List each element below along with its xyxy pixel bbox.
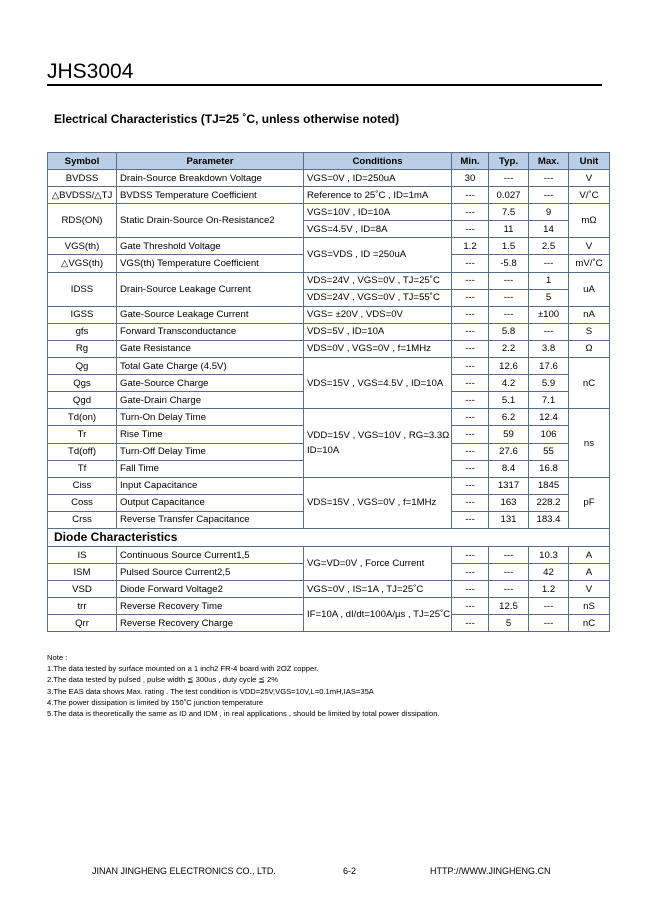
conditions-cell: VDS=5V , ID=10A bbox=[304, 323, 452, 340]
min-cell: --- bbox=[452, 323, 489, 340]
table-row bbox=[48, 598, 610, 615]
symbol-cell: Crss bbox=[48, 511, 117, 528]
typ-cell: 6.2 bbox=[489, 409, 529, 426]
table-row bbox=[48, 477, 610, 494]
typ-cell: 2.2 bbox=[489, 340, 529, 357]
min-cell: --- bbox=[452, 460, 489, 477]
symbol-cell: Tr bbox=[48, 426, 117, 443]
unit-cell: nS bbox=[569, 598, 610, 615]
max-cell: 42 bbox=[529, 564, 569, 581]
footer-page-number: 6-2 bbox=[343, 866, 357, 876]
max-cell: 2.5 bbox=[529, 238, 569, 255]
header-symbol: Symbol bbox=[48, 153, 117, 170]
parameter-cell: Total Gate Charge (4.5V) bbox=[117, 358, 304, 375]
max-cell: 183.4 bbox=[529, 511, 569, 528]
symbol-cell: RDS(ON) bbox=[48, 204, 117, 238]
max-cell: 17.6 bbox=[529, 358, 569, 375]
section-heading: Electrical Characteristics (TJ=25 ˚C, unless otherwise noted) bbox=[54, 112, 400, 126]
table-row bbox=[48, 170, 610, 187]
max-cell: --- bbox=[529, 187, 569, 204]
parameter-cell: Fall Time bbox=[117, 460, 304, 477]
parameter-cell: Drain-Source Breakdown Voltage bbox=[117, 170, 304, 187]
table-row bbox=[48, 409, 610, 426]
min-cell: --- bbox=[452, 289, 489, 306]
conditions-cell: VDS=24V , VGS=0V , TJ=25˚C bbox=[304, 272, 452, 289]
conditions-cell: VGS= ±20V , VDS=0V bbox=[304, 306, 452, 323]
diode-section-row bbox=[48, 528, 610, 546]
unit-cell: nC bbox=[569, 615, 610, 632]
max-cell: 9 bbox=[529, 204, 569, 221]
max-cell: 16.8 bbox=[529, 460, 569, 477]
min-cell: --- bbox=[452, 204, 489, 221]
conditions-cell: VDS=0V , VGS=0V , f=1MHz bbox=[304, 340, 452, 357]
conditions-cell: VGS=0V , IS=1A , TJ=25˚C bbox=[304, 581, 452, 598]
typ-cell: 1317 bbox=[489, 477, 529, 494]
header-min: Min. bbox=[452, 153, 489, 170]
notes-title: Note : bbox=[47, 653, 68, 662]
table-row bbox=[48, 204, 610, 221]
max-cell: 10.3 bbox=[529, 546, 569, 563]
min-cell: --- bbox=[452, 546, 489, 563]
typ-cell: 12.6 bbox=[489, 358, 529, 375]
conditions-cell: VGS=10V , ID=10A bbox=[304, 204, 452, 221]
max-cell: 1.2 bbox=[529, 581, 569, 598]
typ-cell: 5 bbox=[489, 615, 529, 632]
typ-cell: 7.5 bbox=[489, 204, 529, 221]
max-cell: --- bbox=[529, 615, 569, 632]
conditions-cell: VDS=15V , VGS=4.5V , ID=10A bbox=[304, 358, 452, 409]
parameter-cell: Turn-On Delay Time bbox=[117, 409, 304, 426]
min-cell: --- bbox=[452, 564, 489, 581]
unit-cell: mΩ bbox=[569, 204, 610, 238]
parameter-cell: Diode Forward Voltage2 bbox=[117, 581, 304, 598]
conditions-cell: IF=10A , dI/dt=100A/µs , TJ=25˚C bbox=[304, 598, 452, 632]
parameter-cell: Continuous Source Current1,5 bbox=[117, 546, 304, 563]
unit-cell: nA bbox=[569, 306, 610, 323]
parameter-cell: Gate Threshold Voltage bbox=[117, 238, 304, 255]
header-conditions: Conditions bbox=[304, 153, 452, 170]
typ-cell: 1.5 bbox=[489, 238, 529, 255]
min-cell: --- bbox=[452, 477, 489, 494]
max-cell: 12.4 bbox=[529, 409, 569, 426]
notes-block bbox=[47, 652, 440, 719]
unit-cell: V/˚C bbox=[569, 187, 610, 204]
min-cell: --- bbox=[452, 494, 489, 511]
footer-company: JINAN JINGHENG ELECTRONICS CO., LTD. bbox=[92, 866, 276, 876]
typ-cell: --- bbox=[489, 581, 529, 598]
max-cell: --- bbox=[529, 323, 569, 340]
table-row bbox=[48, 238, 610, 255]
symbol-cell: Td(on) bbox=[48, 409, 117, 426]
symbol-cell: Ciss bbox=[48, 477, 117, 494]
symbol-cell: VGS(th) bbox=[48, 238, 117, 255]
conditions-cell: VDS=24V , VGS=0V , TJ=55˚C bbox=[304, 289, 452, 306]
symbol-cell: trr bbox=[48, 598, 117, 615]
max-cell: 1845 bbox=[529, 477, 569, 494]
typ-cell: 11 bbox=[489, 221, 529, 238]
typ-cell: --- bbox=[489, 546, 529, 563]
unit-cell: V bbox=[569, 170, 610, 187]
min-cell: --- bbox=[452, 511, 489, 528]
parameter-cell: Reverse Recovery Time bbox=[117, 598, 304, 615]
note-line: 2.The data tested by pulsed , pulse width ≦ 300us , duty cycle ≦ 2% bbox=[47, 675, 278, 685]
min-cell: --- bbox=[452, 375, 489, 392]
parameter-cell: Input Capacitance bbox=[117, 477, 304, 494]
min-cell: 1.2 bbox=[452, 238, 489, 255]
table-header-row bbox=[48, 153, 610, 170]
symbol-cell: Tf bbox=[48, 460, 117, 477]
unit-cell: uA bbox=[569, 272, 610, 306]
min-cell: --- bbox=[452, 255, 489, 272]
max-cell: 228.2 bbox=[529, 494, 569, 511]
typ-cell: 59 bbox=[489, 426, 529, 443]
parameter-cell: Static Drain-Source On-Resistance2 bbox=[117, 204, 304, 238]
conditions-line-2: ID=10A bbox=[307, 445, 340, 456]
max-cell: ±100 bbox=[529, 306, 569, 323]
max-cell: 5.9 bbox=[529, 375, 569, 392]
symbol-cell: BVDSS bbox=[48, 170, 117, 187]
typ-cell: 0.027 bbox=[489, 187, 529, 204]
unit-cell: V bbox=[569, 238, 610, 255]
table-row bbox=[48, 340, 610, 357]
unit-cell: ns bbox=[569, 409, 610, 477]
unit-cell: mV/˚C bbox=[569, 255, 610, 272]
unit-cell: pF bbox=[569, 477, 610, 528]
header-max: Max. bbox=[529, 153, 569, 170]
min-cell: --- bbox=[452, 340, 489, 357]
typ-cell: 163 bbox=[489, 494, 529, 511]
typ-cell: --- bbox=[489, 170, 529, 187]
unit-cell: V bbox=[569, 581, 610, 598]
table-row bbox=[48, 323, 610, 340]
unit-cell: A bbox=[569, 546, 610, 563]
typ-cell: 5.8 bbox=[489, 323, 529, 340]
title-rule bbox=[47, 84, 602, 86]
parameter-cell: Turn-Off Delay Time bbox=[117, 443, 304, 460]
symbol-cell: ISM bbox=[48, 564, 117, 581]
table-row bbox=[48, 272, 610, 289]
typ-cell: 5.1 bbox=[489, 392, 529, 409]
min-cell: 30 bbox=[452, 170, 489, 187]
parameter-cell: Rise Time bbox=[117, 426, 304, 443]
electrical-characteristics-table bbox=[47, 152, 610, 632]
max-cell: 106 bbox=[529, 426, 569, 443]
conditions-line-1: VDD=15V , VGS=10V , RG=3.3Ω bbox=[307, 430, 450, 441]
parameter-cell: Drain-Source Leakage Current bbox=[117, 272, 304, 306]
max-cell: 7.1 bbox=[529, 392, 569, 409]
document-title: JHS3004 bbox=[47, 60, 134, 83]
conditions-cell: VDS=15V , VGS=0V , f=1MHz bbox=[304, 477, 452, 528]
parameter-cell: Reverse Transfer Capacitance bbox=[117, 511, 304, 528]
table-row bbox=[48, 358, 610, 375]
min-cell: --- bbox=[452, 409, 489, 426]
symbol-cell: IS bbox=[48, 546, 117, 563]
min-cell: --- bbox=[452, 392, 489, 409]
min-cell: --- bbox=[452, 443, 489, 460]
symbol-cell: Coss bbox=[48, 494, 117, 511]
max-cell: --- bbox=[529, 170, 569, 187]
min-cell: --- bbox=[452, 426, 489, 443]
typ-cell: 8.4 bbox=[489, 460, 529, 477]
min-cell: --- bbox=[452, 187, 489, 204]
table-row bbox=[48, 546, 610, 563]
typ-cell: --- bbox=[489, 306, 529, 323]
typ-cell: -5.8 bbox=[489, 255, 529, 272]
parameter-cell: Reverse Recovery Charge bbox=[117, 615, 304, 632]
note-line: 1.The data tested by surface mounted on a 1 inch2 FR-4 board with 2OZ copper. bbox=[47, 664, 319, 674]
parameter-cell: Gate-Drain Charge bbox=[117, 392, 304, 409]
symbol-cell: Qrr bbox=[48, 615, 117, 632]
max-cell: 5 bbox=[529, 289, 569, 306]
max-cell: --- bbox=[529, 255, 569, 272]
table-row bbox=[48, 306, 610, 323]
min-cell: --- bbox=[452, 306, 489, 323]
diode-section-title: Diode Characteristics bbox=[48, 528, 610, 546]
typ-cell: 4.2 bbox=[489, 375, 529, 392]
symbol-cell: △VGS(th) bbox=[48, 255, 117, 272]
symbol-cell: VSD bbox=[48, 581, 117, 598]
parameter-cell: Pulsed Source Current2,5 bbox=[117, 564, 304, 581]
parameter-cell: Output Capacitance bbox=[117, 494, 304, 511]
min-cell: --- bbox=[452, 221, 489, 238]
symbol-cell: Qg bbox=[48, 358, 117, 375]
conditions-cell: VGS=4.5V , ID=8A bbox=[304, 221, 452, 238]
symbol-cell: IDSS bbox=[48, 272, 117, 306]
note-line: 3.The EAS data shows Max. rating . The test condition is VDD=25V,VGS=10V,L=0.1mH,IAS=35A bbox=[47, 686, 374, 696]
header-parameter: Parameter bbox=[117, 153, 304, 170]
header-typ: Typ. bbox=[489, 153, 529, 170]
min-cell: --- bbox=[452, 358, 489, 375]
min-cell: --- bbox=[452, 272, 489, 289]
unit-cell: A bbox=[569, 564, 610, 581]
symbol-cell: △BVDSS/△TJ bbox=[48, 187, 117, 204]
parameter-cell: Gate-Source Leakage Current bbox=[117, 306, 304, 323]
conditions-cell bbox=[304, 409, 452, 477]
unit-cell: S bbox=[569, 323, 610, 340]
symbol-cell: gfs bbox=[48, 323, 117, 340]
note-line: 5.The data is theoretically the same as ID and IDM , in real applications , should be limited by total power dissipation. bbox=[47, 709, 440, 719]
min-cell: --- bbox=[452, 615, 489, 632]
conditions-cell: VG=VD=0V , Force Current bbox=[304, 546, 452, 580]
symbol-cell: IGSS bbox=[48, 306, 117, 323]
conditions-cell: VGS=VDS , ID =250uA bbox=[304, 238, 452, 272]
typ-cell: 12.5 bbox=[489, 598, 529, 615]
table-row bbox=[48, 581, 610, 598]
max-cell: 55 bbox=[529, 443, 569, 460]
typ-cell: --- bbox=[489, 564, 529, 581]
symbol-cell: Rg bbox=[48, 340, 117, 357]
typ-cell: 131 bbox=[489, 511, 529, 528]
header-unit: Unit bbox=[569, 153, 610, 170]
note-line: 4.The power dissipation is limited by 150˚C junction temperature bbox=[47, 697, 264, 707]
parameter-cell: BVDSS Temperature Coefficient bbox=[117, 187, 304, 204]
max-cell: 1 bbox=[529, 272, 569, 289]
min-cell: --- bbox=[452, 598, 489, 615]
typ-cell: --- bbox=[489, 289, 529, 306]
typ-cell: --- bbox=[489, 272, 529, 289]
conditions-cell: VGS=0V , ID=250uA bbox=[304, 170, 452, 187]
max-cell: 3.8 bbox=[529, 340, 569, 357]
parameter-cell: Gate Resistance bbox=[117, 340, 304, 357]
parameter-cell: VGS(th) Temperature Coefficient bbox=[117, 255, 304, 272]
parameter-cell: Gate-Source Charge bbox=[117, 375, 304, 392]
max-cell: --- bbox=[529, 598, 569, 615]
unit-cell: nC bbox=[569, 358, 610, 409]
min-cell: --- bbox=[452, 581, 489, 598]
unit-cell: Ω bbox=[569, 340, 610, 357]
table-row bbox=[48, 187, 610, 204]
max-cell: 14 bbox=[529, 221, 569, 238]
symbol-cell: Qgs bbox=[48, 375, 117, 392]
typ-cell: 27.6 bbox=[489, 443, 529, 460]
parameter-cell: Forward Transconductance bbox=[117, 323, 304, 340]
symbol-cell: Td(off) bbox=[48, 443, 117, 460]
symbol-cell: Qgd bbox=[48, 392, 117, 409]
footer-url[interactable]: HTTP://WWW.JINGHENG.CN bbox=[430, 866, 551, 876]
conditions-cell: Reference to 25˚C , ID=1mA bbox=[304, 187, 452, 204]
